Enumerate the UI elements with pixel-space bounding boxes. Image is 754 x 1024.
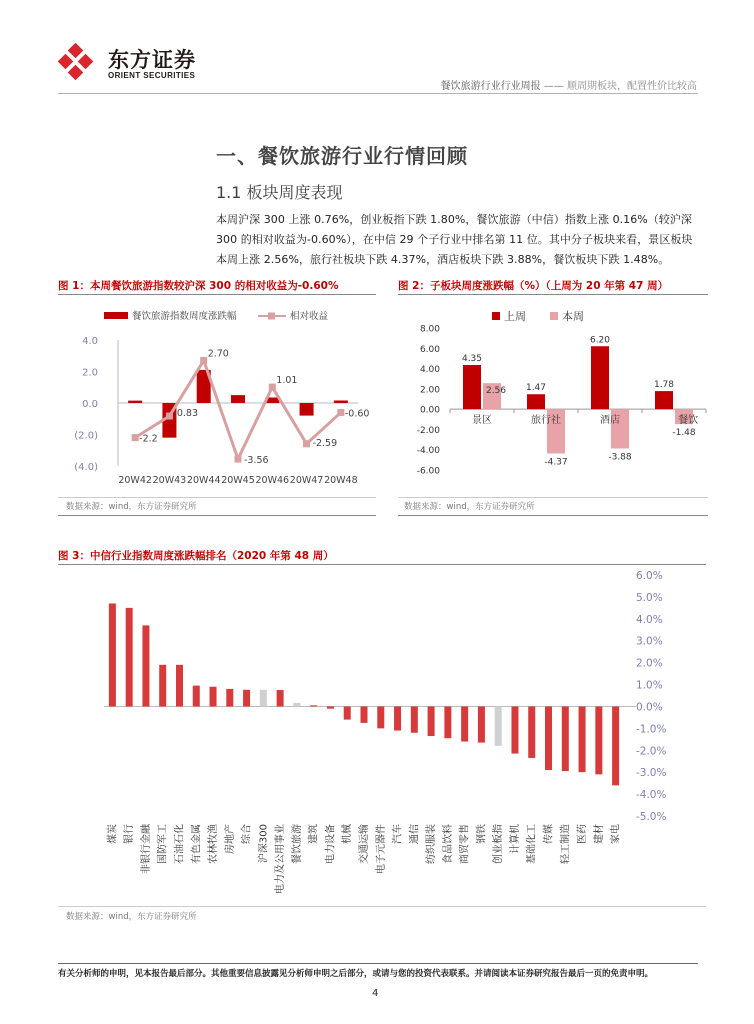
y-tick-label: 0.00	[419, 405, 440, 416]
bar	[428, 706, 435, 736]
x-tick-label: 交通运输	[359, 824, 370, 864]
x-tick-label: 传媒	[543, 824, 555, 844]
x-tick-label: 食品饮料	[442, 824, 454, 864]
y-tick-label: 2.0%	[636, 657, 663, 670]
x-tick-label: 创业板指	[493, 824, 505, 864]
bar-prev-week	[527, 394, 545, 409]
y-tick-label: 4.0	[82, 336, 98, 347]
line-data-label: -0.60	[344, 408, 370, 420]
x-tick-label: 电力设备	[325, 824, 337, 864]
line-data-label: -2.59	[312, 437, 338, 449]
figure3-title: 图 3：中信行业指数周度涨跌幅排名（2020 年第 48 周）	[58, 550, 334, 562]
x-tick-label: 餐饮旅游	[291, 824, 303, 864]
line-point	[132, 434, 139, 441]
bar-cur-label: -1.48	[672, 428, 696, 439]
bar-cur-label: -4.37	[544, 457, 568, 468]
y-tick-label: 8.00	[419, 324, 440, 335]
x-tick-label: 国防军工	[157, 824, 169, 864]
company-logo	[58, 42, 218, 82]
x-tick-label: 家电	[610, 824, 622, 844]
bar	[300, 403, 314, 416]
bar	[394, 706, 401, 730]
x-tick-label: 纺织服装	[426, 824, 438, 864]
bar	[461, 706, 468, 741]
y-tick-label: 6.00	[419, 344, 440, 355]
figure2-chart	[398, 298, 708, 498]
bar-cur-label: 2.56	[485, 386, 507, 397]
bar	[210, 687, 217, 707]
x-tick-label: 旅行社	[531, 415, 561, 427]
legend-cur-swatch	[550, 312, 558, 320]
bar-prev-label: 1.47	[525, 383, 547, 394]
bar-prev-week	[655, 391, 673, 409]
bar	[545, 706, 552, 770]
legend-prev-swatch	[492, 312, 500, 320]
y-tick-label: 3.0%	[636, 635, 663, 648]
x-tick-label: 20W47	[289, 475, 324, 486]
x-tick-label: 综合	[241, 824, 253, 844]
summary-paragraph: 本周沪深 300 上涨 0.76%，创业板指下跌 1.80%，餐饮旅游（中信）指数上涨 0.16%（较沪深 300 的相对收益为-0.60%），在中信 29 个子行业中排名第 11 位。其中分子板块来看，景区板块本周上涨 2.56%，旅行社板块下跌 4.37%，酒店板块下跌 3.88%，餐饮板块下跌 1.48%。	[216, 213, 693, 266]
x-tick-label: 银行	[124, 824, 136, 844]
x-tick-label: 石油石化	[174, 824, 186, 864]
x-tick-label: 餐饮	[678, 415, 699, 427]
x-tick-label: 沪深300	[258, 824, 270, 864]
line-data-label: -2.2	[139, 433, 158, 445]
x-tick-label: 景区	[472, 415, 492, 427]
bar	[511, 706, 518, 753]
line-point	[200, 357, 207, 364]
bar	[128, 401, 142, 403]
x-tick-label: 煤炭	[107, 824, 119, 844]
y-tick-label: -2.0%	[636, 745, 667, 758]
y-tick-label: 4.0%	[636, 613, 663, 626]
line-point	[235, 456, 242, 463]
bar	[334, 400, 348, 403]
figure2-title: 图 2：子板块周度涨跌幅（%）（上周为 20 年第 47 周）	[398, 280, 669, 292]
bar-prev-label: 4.35	[461, 354, 483, 365]
bar	[126, 608, 133, 707]
header-divider	[58, 93, 698, 94]
y-tick-label: -1.0%	[636, 723, 667, 736]
line-data-label: -0.83	[173, 408, 199, 420]
figure2-source: 数据来源：wind，东方证券研究所	[404, 502, 535, 512]
x-tick-label: 钢铁	[476, 824, 488, 844]
bar	[142, 625, 149, 706]
bar	[277, 690, 284, 706]
figure1-end-rule	[58, 515, 376, 516]
bar	[528, 706, 535, 757]
x-tick-label: 商贸零售	[459, 824, 471, 864]
figure3-top-rule	[58, 564, 706, 565]
running-header	[441, 77, 697, 92]
footer-divider	[58, 963, 698, 964]
x-tick-label: 机械	[342, 824, 354, 844]
y-tick-label: -4.0%	[636, 789, 667, 802]
x-tick-label: 20W44	[186, 475, 221, 486]
legend-prev-label: 上周	[504, 310, 526, 323]
running-title: 餐饮旅游行业行业周报	[440, 81, 541, 92]
bar	[310, 705, 317, 706]
figure3-chart	[58, 566, 708, 906]
y-tick-label: 1.0%	[636, 679, 663, 692]
figure1-chart	[58, 298, 378, 498]
bar	[579, 706, 586, 772]
x-tick-label: 农林牧渔	[208, 824, 220, 864]
y-tick-label: 6.0%	[636, 570, 663, 582]
bar	[293, 703, 300, 707]
bar	[411, 706, 418, 732]
y-tick-label: -4.00	[416, 446, 440, 457]
line-data-label: 1.01	[276, 375, 298, 387]
bar	[327, 706, 334, 708]
disclaimer-note: 有关分析师的申明，见本报告最后部分。其他重要信息披露见分析师申明之后部分，或请与您的投资代表联系。并请阅读本证券研究报告最后一页的免责申明。	[58, 969, 654, 979]
line-point	[303, 440, 310, 447]
bar	[109, 603, 116, 706]
legend-cur-label: 本周	[562, 310, 584, 323]
x-tick-label: 房地产	[224, 824, 236, 854]
x-tick-label: 20W46	[255, 475, 290, 486]
x-tick-label: 非银行金融	[140, 824, 152, 874]
bar	[595, 706, 602, 774]
x-tick-label: 通信	[409, 824, 421, 844]
bar	[562, 706, 569, 771]
bar-prev-label: 1.78	[653, 380, 675, 391]
x-tick-label: 酒店	[600, 415, 620, 427]
figure2-end-rule	[398, 515, 708, 516]
logo-text-en: ORIENT SECURITIES	[108, 71, 196, 80]
bar	[444, 706, 451, 738]
figure2-top-rule	[398, 294, 708, 295]
x-tick-label: 20W48	[324, 475, 358, 486]
running-separator: ——	[543, 81, 564, 92]
y-tick-label: 0.0	[82, 399, 98, 410]
x-tick-label: 建材	[593, 824, 605, 844]
line-data-label: -3.56	[244, 455, 269, 467]
line-point	[337, 409, 344, 416]
x-tick-label: 电力及公用事业	[275, 824, 287, 894]
running-subtitle: 顺周期板块，配置性价比较高	[567, 81, 697, 92]
bar	[260, 690, 267, 707]
x-tick-label: 计算机	[509, 824, 521, 854]
section-title: 一、餐饮旅游行业行情回顾	[216, 144, 468, 168]
bar	[495, 706, 502, 745]
y-tick-label: (4.0)	[74, 462, 98, 473]
x-tick-label: 建筑	[308, 824, 320, 844]
x-tick-label: 20W42	[118, 475, 152, 486]
y-tick-label: -3.0%	[636, 767, 667, 780]
y-tick-label: 2.00	[419, 385, 440, 396]
x-tick-label: 20W43	[152, 475, 187, 486]
bar	[478, 706, 485, 742]
line-data-label: 2.70	[207, 348, 229, 360]
figure1-bottom-rule	[58, 497, 376, 498]
line-point	[269, 384, 276, 391]
x-tick-label: 轻工制造	[560, 824, 572, 864]
y-tick-label: 5.0%	[636, 591, 663, 604]
bar	[176, 665, 183, 707]
line-point	[166, 413, 173, 420]
figure1-top-rule	[58, 294, 376, 295]
x-tick-label: 汽车	[392, 824, 404, 844]
legend-bar-label: 餐饮旅游指数周度涨跌幅	[132, 311, 237, 322]
y-tick-label: -6.00	[416, 466, 440, 477]
legend-line-label: 相对收益	[290, 311, 329, 322]
bar	[159, 665, 166, 707]
orient-logo-icon	[58, 42, 102, 82]
bar	[344, 706, 351, 719]
x-tick-label: 20W45	[221, 475, 255, 486]
bar-prev-week	[463, 365, 481, 409]
bar	[612, 706, 619, 785]
bar-cur-label: -3.88	[608, 452, 632, 463]
y-tick-label: -5.0%	[636, 811, 667, 823]
bar	[243, 690, 250, 707]
bar	[226, 689, 233, 707]
bar	[231, 395, 245, 403]
figure3-source: 数据来源：wind，东方证券研究所	[66, 912, 197, 922]
figure2-bottom-rule	[398, 497, 708, 498]
figure3-bottom-rule	[58, 906, 706, 907]
bar-prev-label: 6.20	[589, 335, 611, 346]
y-tick-label: 0.0%	[636, 701, 663, 714]
subsection-title: 1.1 板块周度表现	[216, 183, 343, 202]
figure1-source: 数据来源：wind，东方证券研究所	[66, 502, 197, 512]
page-number: 4	[372, 988, 379, 999]
bar	[377, 706, 384, 728]
logo-text-cn: 东方证券	[108, 48, 196, 72]
legend-bar-swatch	[104, 312, 128, 319]
bar-prev-week	[591, 346, 609, 409]
y-tick-label: 2.0	[82, 367, 98, 379]
x-tick-label: 有色金属	[191, 824, 203, 864]
x-tick-label: 基础化工	[526, 824, 538, 864]
y-tick-label: -2.00	[416, 425, 440, 436]
bar	[361, 706, 368, 722]
x-tick-label: 医药	[577, 824, 589, 844]
y-tick-label: (2.0)	[74, 430, 98, 442]
legend-line-marker	[268, 313, 275, 320]
figure1-title: 图 1：本周餐饮旅游指数较沪深 300 的相对收益为-0.60%	[58, 280, 339, 292]
x-tick-label: 电子元器件	[375, 824, 387, 874]
bar	[193, 686, 200, 707]
y-tick-label: 4.00	[419, 365, 440, 376]
